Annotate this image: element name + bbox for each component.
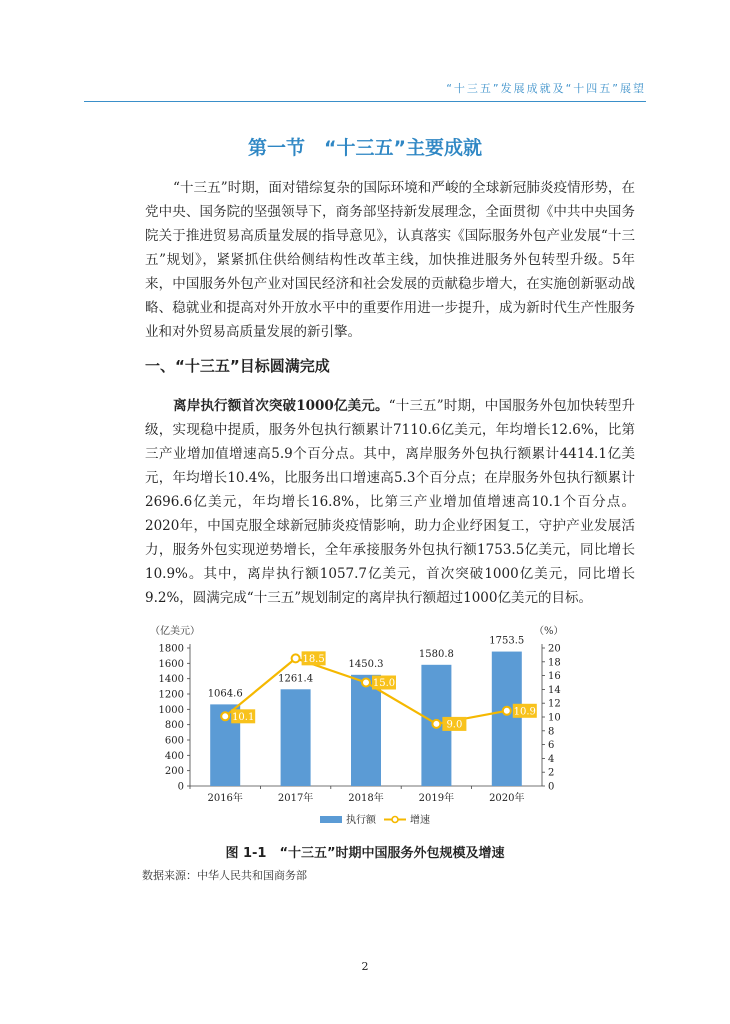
data-source: 数据来源：中华人民共和国商务部	[142, 869, 307, 882]
growth-label: 10.1	[232, 711, 255, 723]
bar-label: 1450.3	[348, 658, 384, 670]
legend-bar-swatch	[320, 816, 342, 823]
bar-label: 1261.4	[278, 673, 314, 685]
growth-label: 15.0	[372, 678, 396, 689]
x-tick-label: 2020年	[489, 793, 525, 804]
header-rule	[84, 101, 646, 102]
section-title: 第一节 “十三五”主要成就	[248, 137, 482, 159]
growth-point	[432, 720, 440, 728]
y2-tick-label: 14	[548, 684, 561, 696]
y2-tick-label: 12	[548, 698, 561, 710]
growth-label: 18.5	[302, 653, 325, 665]
y-tick-label: 1800	[158, 643, 184, 655]
y-axis-label: （亿美元）	[150, 626, 200, 637]
chart-svg	[140, 618, 590, 833]
y2-tick-label: 6	[548, 740, 555, 752]
x-tick-label: 2018年	[348, 793, 384, 804]
y2-tick-label: 10	[548, 712, 561, 724]
figure-caption: 图 1-1 “十三五”时期中国服务外包规模及增速	[225, 846, 505, 861]
growth-point	[362, 679, 370, 687]
bar	[281, 689, 311, 786]
growth-point	[221, 712, 229, 720]
y2-tick-label: 8	[548, 726, 555, 738]
y-tick-label: 1400	[158, 674, 184, 686]
y-tick-label: 800	[164, 720, 184, 732]
legend-line-label: 增速	[410, 815, 430, 826]
x-tick-label: 2019年	[418, 793, 455, 804]
body-text: “十三五”时期，中国服务外包加快转型升级，实现稳中提质，服务外包执行额累计7110.6亿美元，年均增长12.6%，比第三产业增加值增速高5.9个百分点。其中，离岸服务外包执行额累计4414.1亿美元，年均增长10.4%，比服务出口增速高5.3个百分点；在岸服务外包执行额累计2696.6亿美元，年均增长16.8%，比第三产业增加值增速高10.1个百分点。2020年，中国克服全球新冠肺炎疫情影响，助力企业纾困复工，守护产业发展活力，服务外包实现逆势增长，全年承接服务外包执行额1753.5亿美元，同比增长10.9%。其中，离岸执行额1057.7亿美元，首次突破1000亿美元，同比增长9.2%，圆满完成“十三五”规划制定的离岸执行额超过1000亿美元的目标。	[145, 398, 635, 606]
x-tick-label: 2017年	[277, 793, 314, 804]
bar	[351, 675, 381, 786]
legend-line-marker	[392, 817, 398, 823]
y2-tick-label: 18	[548, 657, 561, 669]
running-header: “十三五”发展成就及“十四五”展望	[446, 82, 646, 95]
y-tick-label: 0	[177, 781, 184, 793]
y-tick-label: 1000	[158, 704, 184, 716]
y2-tick-label: 0	[548, 781, 555, 793]
y-tick-label: 400	[164, 750, 184, 762]
y-tick-label: 1600	[158, 658, 184, 670]
body-paragraph	[145, 394, 635, 610]
bar-label: 1753.5	[489, 635, 525, 647]
y2-tick-label: 20	[548, 643, 561, 655]
y2-axis-label: （%）	[534, 626, 564, 637]
chart	[140, 618, 590, 833]
bar-label: 1580.8	[418, 648, 454, 660]
y2-tick-label: 4	[548, 753, 555, 765]
intro-paragraph	[145, 176, 635, 344]
legend-bar-label: 执行额	[346, 815, 376, 826]
x-tick-label: 2016年	[207, 793, 243, 804]
growth-point	[503, 707, 511, 715]
body-lead: 离岸执行额首次突破1000亿美元。	[173, 398, 389, 414]
y2-tick-label: 16	[548, 671, 561, 683]
y2-tick-label: 2	[548, 767, 555, 779]
growth-label: 10.9	[513, 706, 536, 718]
y-tick-label: 600	[164, 735, 184, 747]
bar-label: 1064.6	[207, 688, 243, 700]
subsection-title: 一、“十三五”目标圆满完成	[145, 357, 330, 375]
bar	[492, 652, 522, 786]
page-number: 2	[361, 960, 369, 973]
intro-text: “十三五”时期，面对错综复杂的国际环境和严峻的全球新冠肺炎疫情形势，在党中央、国务院的坚强领导下，商务部坚持新发展理念，全面贯彻《中共中央国务院关于推进贸易高质量发展的指导意见》，认真落实《国际服务外包产业发展“十三五”规划》，紧紧抓住供给侧结构性改革主线，加快推进服务外包转型升级。5年来，中国服务外包产业对国民经济和社会发展的贡献稳步增大，在实施创新驱动战略、稳就业和提高对外开放水平中的重要作用进一步提升，成为新时代生产性服务业和对外贸易高质量发展的新引擎。	[145, 180, 635, 340]
y-tick-label: 200	[164, 766, 184, 778]
growth-label: 9.0	[446, 719, 463, 731]
growth-point	[292, 654, 300, 662]
y-tick-label: 1200	[158, 689, 184, 701]
